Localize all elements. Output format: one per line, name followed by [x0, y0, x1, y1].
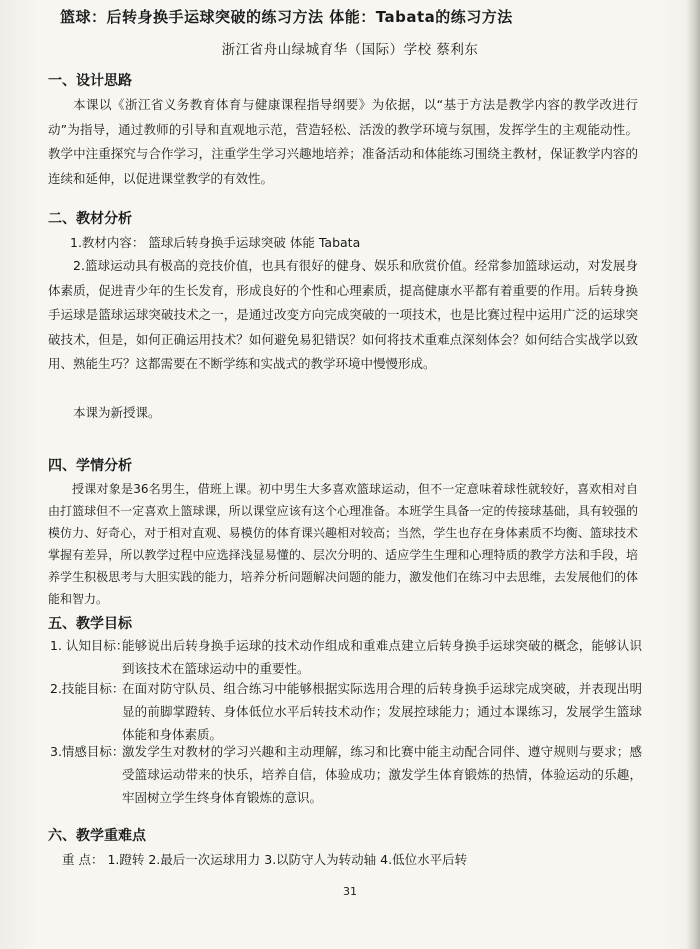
objective-label: 1. 认知目标：: [50, 638, 129, 653]
objective-text: 激发学生对教材的学习兴趣和主动理解，练习和比赛中能主动配合同伴、遵守规则与要求；感受篮球运动带来的快乐，培养自信，体验成功；激发学生体育锻炼的热情，体验运动的乐趣，牢固树立学生终身体育锻炼的意识。: [122, 744, 642, 805]
section-heading-objectives: 五、教学目标: [48, 616, 132, 632]
objective-text: 能够说出后转身换手运球的技术动作组成和重难点建立后转身换手运球突破的概念，能够认识到该技术在篮球运动中的重要性。: [122, 638, 642, 676]
section-body-students: 授课对象是36名男生，借班上课。初中男生大多喜欢篮球运动，但不一定意味着球性就较好，喜欢相对自由打篮球但不一定喜欢上篮球课，所以课堂应该有这个心理准备。本班学生具备一定的传接球基础，具有较强的模仿力、好奇心，对于相对直观、易模仿的体育课兴趣相对较高；当然，学生也存在身体素质不均衡、篮球技术掌握有差异，所以教学过程中应选择浅显易懂的、层次分明的、适应学生生理和心理特质的教学方法和手段，培养学生积极思考与大胆实践的能力，培养分析问题解决问题的能力，激发他们在练习中去思维，去发展他们的体能和智力。: [48, 482, 638, 606]
document-title: 篮球：后转身换手运球突破的练习方法 体能：Tabata的练习方法: [60, 8, 513, 26]
materials-note: 本课为新授课。: [73, 405, 161, 420]
materials-item-2: 2.篮球运动具有极高的竞技价值，也具有很好的健身、娱乐和欣赏价值。经常参加篮球运动，对发展身体素质，促进青少年的生长发育，形成良好的个性和心理素质，提高健康水平都有着重要的作用。后转身换手运球是篮球运球突破技术之一，是通过改变方向完成突破的一项技术，也是比赛过程中运用广泛的运球突破技术，但是，如何正确运用技术？如何避免易犯错误？如何将技术重难点深刻体会？如何结合实战学以致用、熟能生巧？这都需要在不断学练和实战式的教学环境中慢慢形成。: [48, 258, 638, 371]
section-heading-students: 四、学情分析: [48, 458, 132, 474]
section-heading-materials: 二、教材分析: [48, 211, 132, 227]
page-edge-shadow: [686, 0, 700, 949]
objective-label: 3.情感目标：: [50, 744, 125, 759]
objective-text: 在面对防守队员、组合练习中能够根据实际选用合理的后转身换手运球完成突破，并表现出明显的前脚掌蹬转、身体低位水平后转技术动作；发展控球能力；通过本课练习，发展学生篮球体能和身体素质。: [122, 681, 642, 742]
section-body-design: 本课以《浙江省义务教育体育与健康课程指导纲要》为依据，以“基于方法是教学内容的教学改进行动”为指导，通过教师的引导和直观地示范，营造轻松、活泼的教学环境与氛围，发挥学生的主观能动性。教学中注重探究与合作学习，注重学生学习兴趣地培养；准备活动和体能练习围绕主教材，保证教学内容的连续和延伸，以促进课堂教学的有效性。: [48, 97, 638, 186]
keypoints-line: 重 点： 1.蹬转 2.最后一次运球用力 3.以防守人为转动轴 4.低位水平后转: [62, 852, 468, 867]
section-heading-design: 一、设计思路: [48, 73, 132, 89]
materials-item-1: 1.教材内容： 篮球后转身换手运球突破 体能 Tabata: [70, 235, 361, 250]
section-heading-keypoints: 六、教学重难点: [48, 828, 146, 844]
page-number: 31: [343, 885, 357, 898]
author-line: 浙江省舟山绿城育华（国际）学校 蔡利东: [221, 42, 479, 58]
objective-label: 2.技能目标：: [50, 681, 125, 696]
